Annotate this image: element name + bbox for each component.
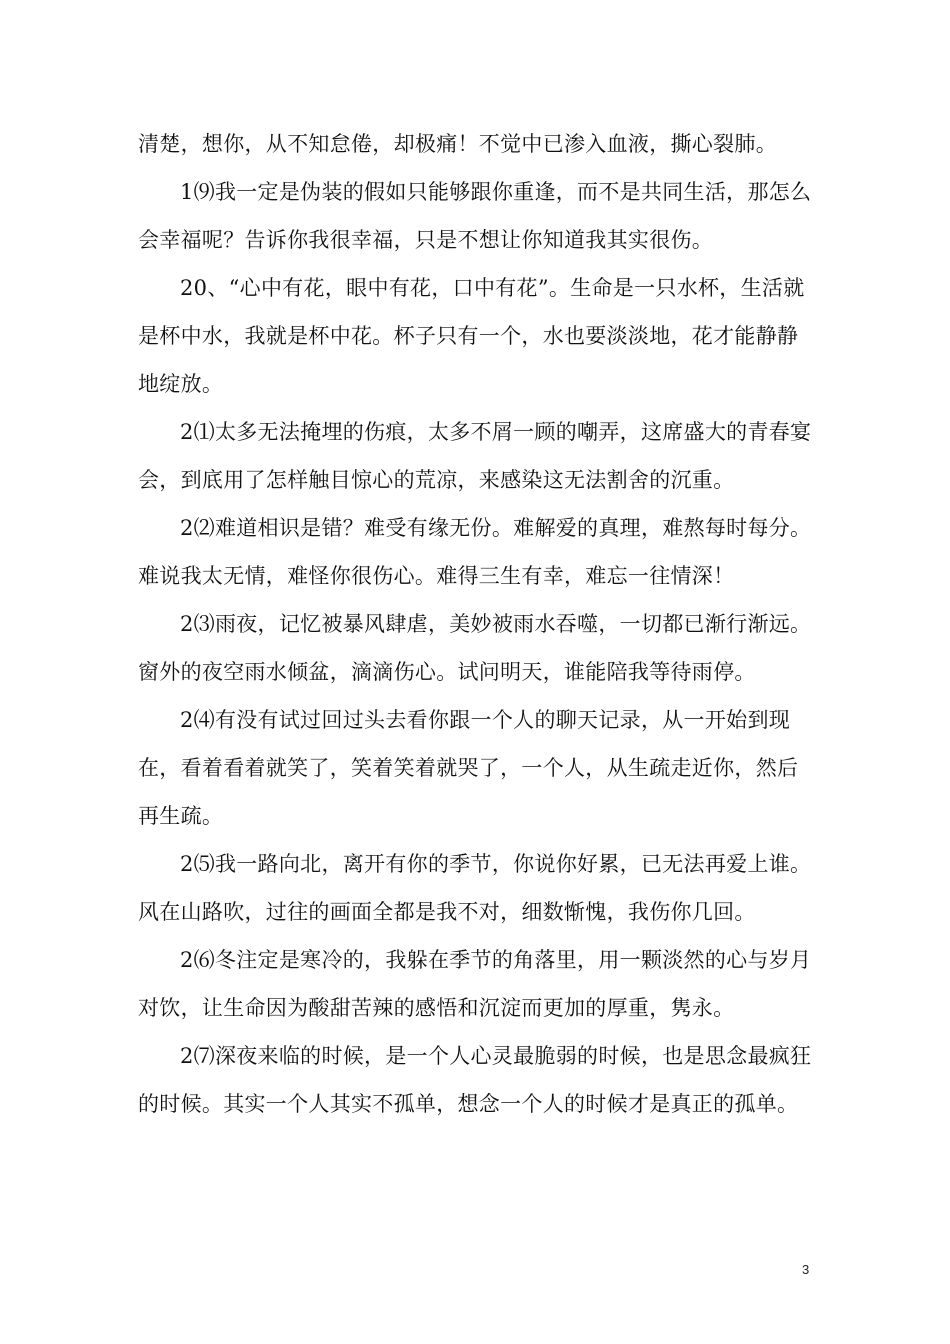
paragraph: 2⑴太多无法掩埋的伤痕，太多不屑一顾的嘲弄，这席盛大的青春宴会，到底用了怎样触目惊心的荒凉，来感染这无法割舍的沉重。 — [138, 420, 812, 492]
paragraph: 1⑼我一定是伪装的假如只能够跟你重逢，而不是共同生活，那怎么会幸福呢？告诉你我很幸福，只是不想让你知道我其实很伤。 — [138, 180, 812, 252]
paragraph: 清楚，想你，从不知怠倦，却极痛！不觉中已渗入血液，撕心裂肺。 — [138, 132, 777, 156]
paragraph: 2⑷有没有试过回过头去看你跟一个人的聊天记录，从一开始到现在，看着看着就笑了，笑着笑着就哭了，一个人，从生疏走近你，然后再生疏。 — [138, 708, 799, 828]
paragraph: 2⑸我一路向北，离开有你的季节，你说你好累，已无法再爱上谁。风在山路吹，过往的画面全都是我不对，细数惭愧，我伤你几回。 — [138, 852, 812, 924]
page-number: 3 — [802, 1262, 810, 1277]
paragraph: 2⑵难道相识是错？难受有缘无份。难解爱的真理，难熬每时每分。难说我太无情，难怪你很伤心。难得三生有幸，难忘一往情深！ — [138, 516, 812, 588]
paragraph: 2⑹冬注定是寒冷的，我躲在季节的角落里，用一颗淡然的心与岁月对饮，让生命因为酸甜苦辣的感悟和沉淀而更加的厚重，隽永。 — [138, 948, 812, 1020]
paragraph: 2⑶雨夜，记忆被暴风肆虐，美妙被雨水吞噬，一切都已渐行渐远。窗外的夜空雨水倾盆，滴滴伤心。试问明天，谁能陪我等待雨停。 — [138, 612, 812, 684]
document-body — [138, 120, 818, 1128]
paragraph: 2⑺深夜来临的时候，是一个人心灵最脆弱的时候，也是思念最疯狂的时候。其实一个人其实不孤单，想念一个人的时候才是真正的孤单。 — [138, 1044, 812, 1116]
paragraph: 20、“心中有花，眼中有花，口中有花”。生命是一只水杯，生活就是杯中水，我就是杯中花。杯子只有一个，水也要淡淡地，花才能静静地绽放。 — [138, 276, 805, 396]
